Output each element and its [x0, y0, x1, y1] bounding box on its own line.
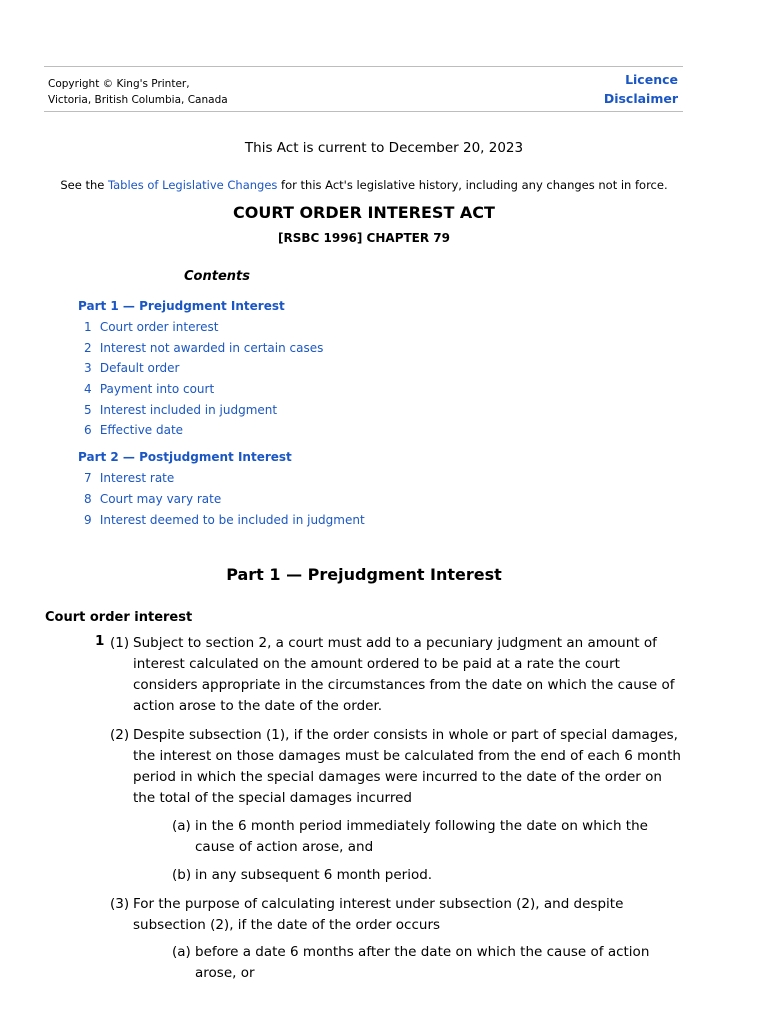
toc-part-1[interactable]: Part 1 — Prejudgment Interest: [78, 299, 285, 313]
section-1-heading: Court order interest: [45, 610, 193, 625]
header-links: [604, 70, 678, 108]
table-of-contents: [78, 296, 365, 530]
paragraph-2a-label: (a): [172, 818, 191, 834]
toc-item-number: 5: [84, 402, 92, 417]
tables-note-prefix: See the: [60, 178, 108, 192]
toc-item-3[interactable]: [78, 358, 365, 379]
tables-note: [0, 178, 728, 192]
subsection-3-label: (3): [110, 896, 130, 912]
copyright-line-1: Copyright © King's Printer,: [48, 78, 190, 90]
toc-item-number: 4: [84, 382, 92, 397]
toc-item-number: 3: [84, 361, 92, 376]
toc-item-number: 9: [84, 512, 92, 527]
subsection-3-text: For the purpose of calculating interest under subsection (2), and despite subsection (2), if the date of the order occurs: [133, 896, 624, 933]
paragraph-2a-text: in the 6 month period immediately following the date on which the cause of action arose, and: [195, 818, 648, 855]
subsection-2-text: Despite subsection (1), if the order consists in whole or part of special damages, the interest on those damages must be calculated from the end of each 6 month period in which the special damages were incurred to the date of the order on the total of the special damages incurred: [133, 727, 681, 806]
act-chapter: [RSBC 1996] CHAPTER 79: [278, 231, 450, 245]
toc-item-label: Court may vary rate: [99, 491, 222, 506]
toc-item-1[interactable]: [78, 317, 365, 338]
contents-heading: Contents: [184, 269, 250, 284]
toc-item-label: Payment into court: [99, 382, 215, 397]
toc-item-number: 6: [84, 423, 92, 438]
paragraph-2b-label: (b): [172, 867, 192, 883]
paragraph-3a-text: before a date 6 months after the date on which the cause of action arose, or: [195, 944, 650, 981]
toc-item-8[interactable]: [78, 489, 365, 510]
toc-item-7[interactable]: [78, 468, 365, 489]
toc-item-4[interactable]: [78, 379, 365, 400]
copyright-line-2: Victoria, British Columbia, Canada: [48, 94, 228, 106]
section-number: 1: [95, 633, 105, 649]
disclaimer-link[interactable]: Disclaimer: [603, 91, 678, 106]
toc-item-number: 8: [84, 491, 92, 506]
part-1-heading: Part 1 — Prejudgment Interest: [226, 565, 502, 584]
tables-of-legislative-changes-link[interactable]: Tables of Legislative Changes: [108, 178, 278, 192]
toc-item-5[interactable]: [78, 400, 365, 421]
paragraph-2b-text: in any subsequent 6 month period.: [195, 867, 433, 883]
toc-item-2[interactable]: [78, 338, 365, 359]
toc-item-label: Interest not awarded in certain cases: [99, 340, 324, 355]
act-title: COURT ORDER INTEREST ACT: [233, 203, 495, 222]
paragraph-3a-label: (a): [172, 944, 191, 960]
toc-item-label: Court order interest: [99, 320, 219, 334]
toc-item-6[interactable]: [78, 420, 365, 441]
subsection-1-label: (1): [110, 635, 130, 651]
page-header: [44, 66, 683, 112]
toc-part-2[interactable]: Part 2 — Postjudgment Interest: [78, 450, 292, 465]
toc-item-label: Interest deemed to be included in judgment: [99, 512, 365, 527]
subsection-1-text: Subject to section 2, a court must add to a pecuniary judgment an amount of interest calculated on the amount ordered to be paid at a rate the court considers appropriate in the circumstances from the date on which the cause of action arose to the date of the order.: [133, 635, 675, 714]
copyright-notice: [48, 76, 228, 108]
toc-item-label: Interest included in judgment: [99, 402, 278, 417]
toc-item-label: Interest rate: [99, 471, 175, 486]
tables-note-suffix: for this Act's legislative history, including any changes not in force.: [277, 178, 668, 192]
toc-item-9[interactable]: [78, 510, 365, 531]
currency-statement: This Act is current to December 20, 2023: [244, 140, 524, 156]
toc-item-label: Default order: [99, 361, 180, 376]
toc-item-number: 2: [84, 340, 92, 355]
licence-link[interactable]: Licence: [625, 72, 678, 87]
toc-item-number: 1: [84, 320, 92, 334]
toc-item-number: 7: [84, 471, 92, 486]
subsection-2-label: (2): [110, 727, 130, 743]
toc-item-label: Effective date: [99, 423, 184, 438]
